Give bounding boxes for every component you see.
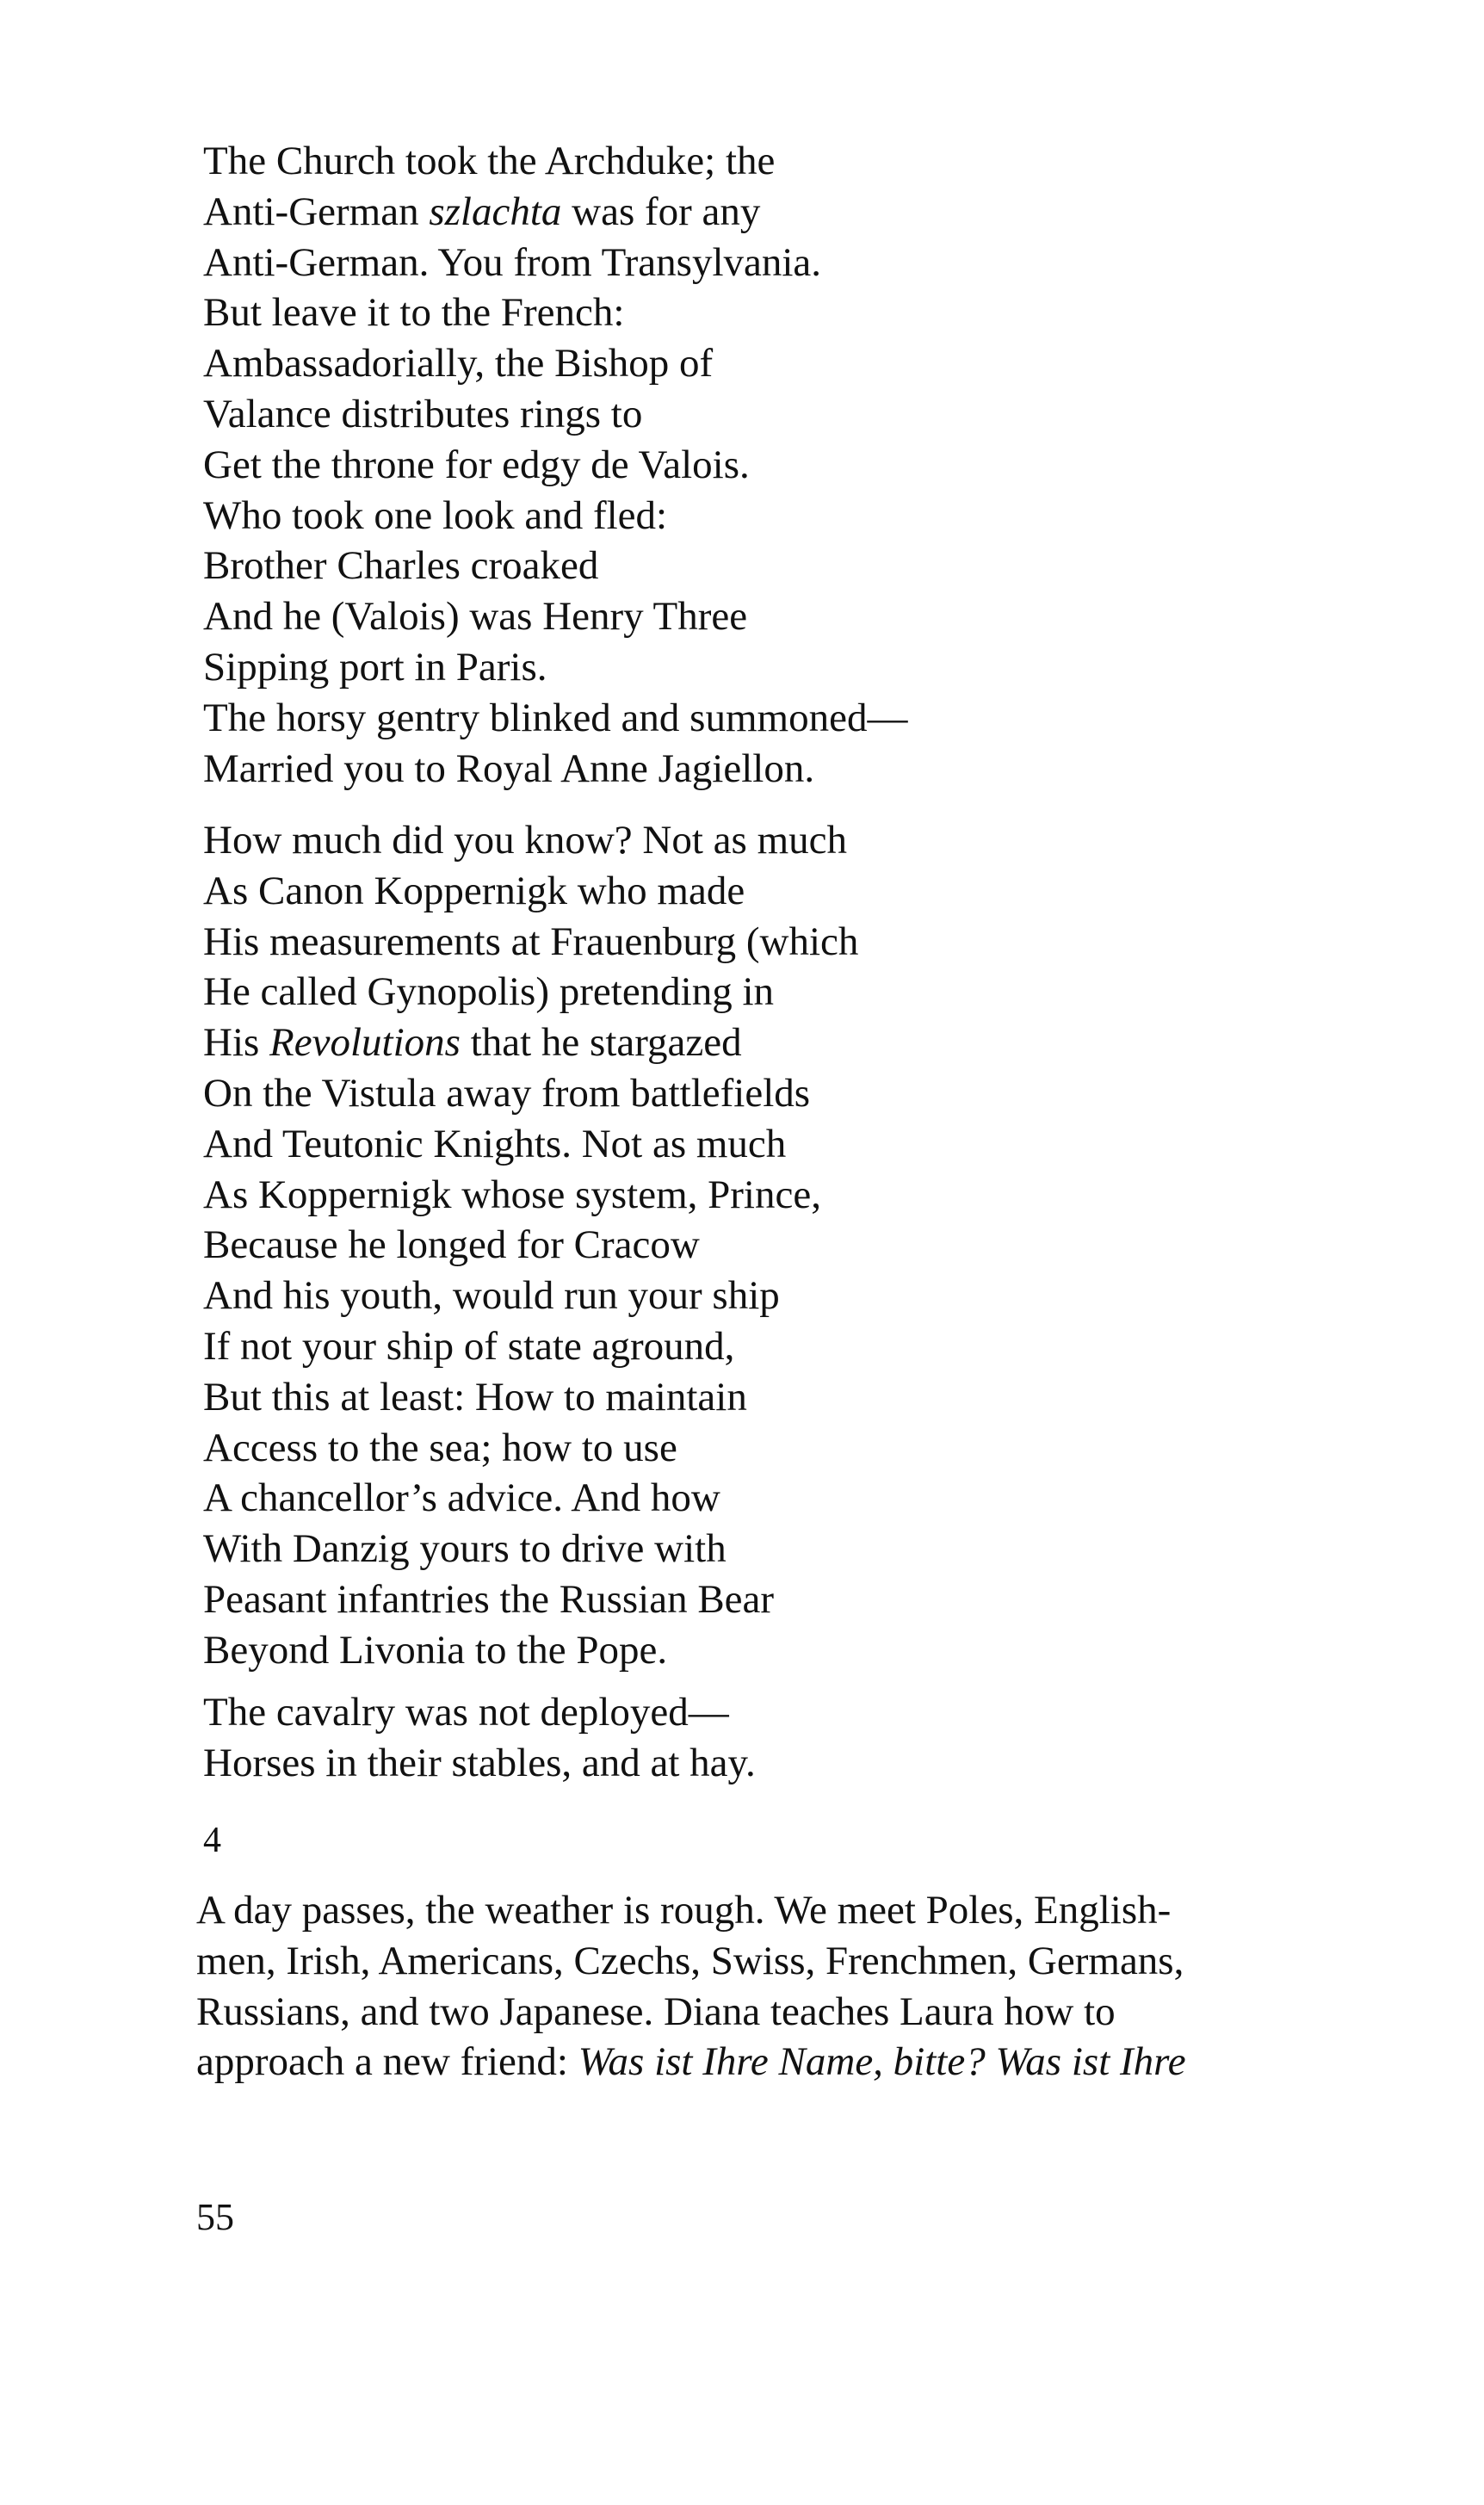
poem-line-text: Anti-German. You from Transylvania. (203, 239, 822, 285)
poem-line-text: Access to the sea; how to use (203, 1425, 677, 1470)
poem-line (203, 1473, 858, 1524)
poem-line (203, 1170, 858, 1221)
poem-line (203, 693, 907, 744)
poem-line (203, 1119, 858, 1170)
poem-line-text: Sipping port in Paris. (203, 644, 547, 690)
poem-line-text: Married you to Royal Anne Jagiellon. (203, 745, 815, 791)
poem-line (203, 187, 907, 238)
poem-line-text: A chancellor’s advice. And how (203, 1475, 720, 1521)
poem-line-text: Beyond Livonia to the Pope. (203, 1627, 668, 1673)
poem-line-text: Because he longed for Cracow (203, 1222, 700, 1268)
poem-line-text: He called Gynopolis) pretending in (203, 969, 775, 1015)
poem-line (203, 967, 858, 1017)
poem-line-text: But leave it to the French: (203, 290, 625, 336)
poem-line-italic: Revolutions (269, 1020, 461, 1066)
poem-line (203, 1687, 756, 1738)
prose-line-italic: Was ist Ihre Name, bitte? Was ist Ihre (578, 2039, 1186, 2085)
poem-line (203, 744, 907, 795)
poem-line-text: that he stargazed (460, 1020, 742, 1066)
poem-line-text: How much did you know? Not as much (203, 818, 847, 863)
poem-line (203, 917, 858, 968)
poem-line (203, 338, 907, 389)
poem-line (203, 491, 907, 541)
poem-line (203, 1068, 858, 1119)
poem-line (203, 389, 907, 440)
poem-line (203, 136, 907, 187)
poem-line (203, 288, 907, 338)
poem-line-text: If not your ship of state aground, (203, 1323, 735, 1369)
poem-line-text: And Teutonic Knights. Not as much (203, 1121, 787, 1166)
poem-line-text: On the Vistula away from battlefields (203, 1070, 811, 1116)
poem-line-text: The horsy gentry blinked and summoned— (203, 695, 908, 740)
poem-line (203, 1220, 858, 1271)
poem-line-text: As Koppernigk whose system, Prince, (203, 1172, 821, 1217)
page-number: 55 (196, 2196, 234, 2238)
poem-line-text: As Canon Koppernigk who made (203, 868, 745, 913)
poem-line-text: Horses in their stables, and at hay. (203, 1740, 756, 1785)
poem-line-text: And his youth, would run your ship (203, 1273, 780, 1319)
poem-line-text: Valance distributes rings to (203, 391, 643, 436)
poem-line-text: But this at least: How to maintain (203, 1374, 747, 1420)
poem-line (203, 1574, 858, 1625)
poem-line-italic: szlachta (429, 189, 562, 234)
poem-line (203, 1017, 858, 1068)
poem-line (203, 1738, 756, 1789)
poem-line (203, 642, 907, 693)
prose-line: men, Irish, Americans, Czechs, Swiss, Frenchmen, Germans, (196, 1938, 1184, 1983)
prose-paragraph (196, 1885, 1291, 2088)
poem-line (203, 1321, 858, 1372)
poem-line-text: The cavalry was not deployed— (203, 1690, 729, 1735)
poem-line-text: His measurements at Frauenburg (which (203, 918, 859, 964)
poem-line-text: And he (Valois) was Henry Three (203, 594, 748, 640)
poem-line (203, 1372, 858, 1423)
prose-line: Russians, and two Japanese. Diana teaches Laura how to (196, 1989, 1116, 2034)
poem-line-text: Who took one look and fled: (203, 492, 668, 538)
poem-line (203, 440, 907, 491)
prose-line: A day passes, the weather is rough. We meet Poles, English- (196, 1888, 1172, 1933)
poem-stanza-2 (203, 815, 858, 1676)
section-number: 4 (203, 1821, 221, 1860)
poem-stanza-1 (203, 136, 907, 794)
poem-line-text: Brother Charles croaked (203, 543, 599, 589)
poem-line (203, 541, 907, 591)
poem-line (203, 238, 907, 288)
prose-line-text: approach a new friend: (196, 2039, 578, 2085)
poem-line (203, 1271, 858, 1321)
poem-line-text: Anti-German (203, 189, 430, 234)
poem-line-text: With Danzig yours to drive with (203, 1526, 727, 1572)
poem-line-text: The Church took the Archduke; the (203, 139, 776, 183)
poem-line (203, 1423, 858, 1474)
poem-line-text: Peasant infantries the Russian Bear (203, 1576, 775, 1622)
prose-line (196, 2037, 1291, 2088)
poem-line (203, 1524, 858, 1574)
poem-line-text: Ambassadorially, the Bishop of (203, 341, 714, 387)
poem-line (203, 591, 907, 642)
poem-stanza-3 (203, 1687, 756, 1789)
poem-line-text: Get the throne for edgy de Valois. (203, 442, 750, 487)
poem-line-text: was for any (561, 189, 761, 234)
poem-line (203, 815, 858, 866)
poem-line (203, 1625, 858, 1676)
poem-line-text: His (203, 1020, 270, 1066)
poem-line (203, 866, 858, 917)
